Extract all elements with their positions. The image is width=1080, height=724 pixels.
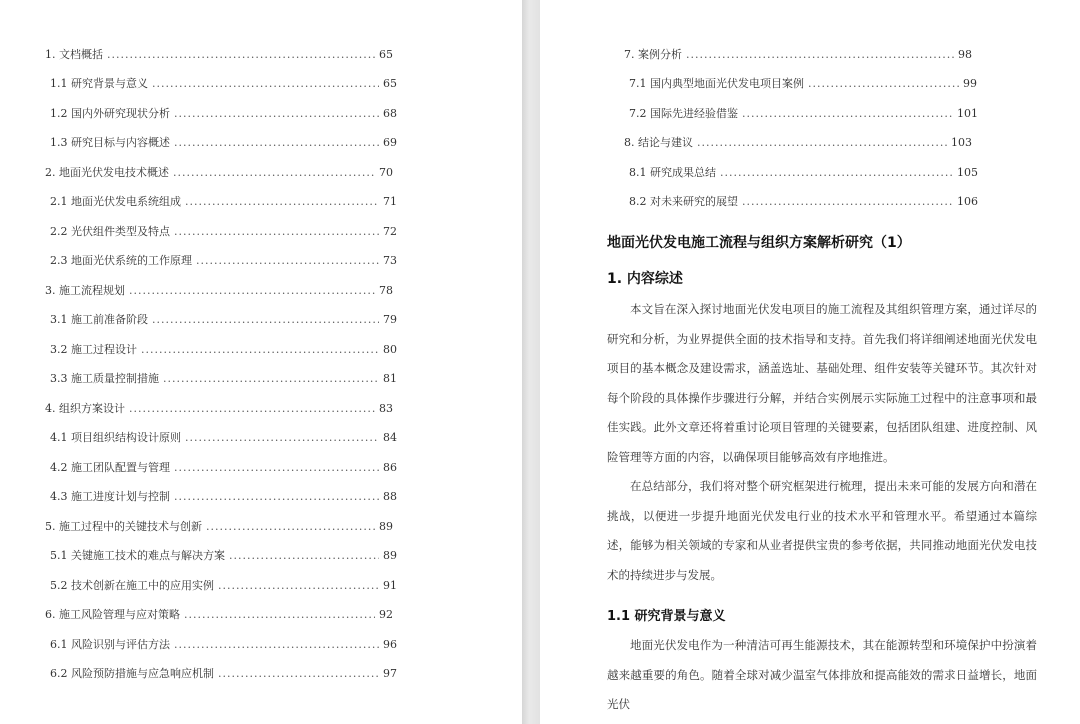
toc-entry[interactable] [50, 372, 397, 386]
toc-page-number: 69 [383, 136, 397, 149]
body-paragraph: 在总结部分，我们将对整个研究框架进行梳理，提出未来可能的发展方向和潜在挑战，以便进一步提升地面光伏发电行业的技术水平和管理水平。希望通过本篇综述，能够为相关领域的专家和从业者提供宝贵的参考依据，共同推动地面光伏发电技术的持续进步与发展。 [607, 479, 1037, 582]
toc-page-number: 101 [957, 107, 978, 120]
toc-label: 4. 组织方案设计 [45, 402, 125, 415]
toc-entry[interactable] [50, 195, 397, 209]
toc-page-number: 78 [379, 284, 393, 297]
toc-entry[interactable] [50, 579, 397, 593]
toc-entry[interactable] [629, 77, 977, 91]
toc-leader [152, 77, 379, 91]
page-gutter [522, 0, 540, 724]
toc-page-number: 79 [383, 313, 397, 326]
toc-entry[interactable] [50, 313, 397, 327]
toc-entry[interactable] [50, 136, 397, 150]
toc-label: 2.1 地面光伏发电系统组成 [50, 195, 181, 208]
toc-leader [107, 48, 375, 62]
toc-leader [174, 638, 379, 652]
toc-leader [206, 520, 375, 534]
toc-entry[interactable] [50, 343, 397, 357]
toc-label: 3.1 施工前准备阶段 [50, 313, 148, 326]
toc-label: 6.1 风险识别与评估方法 [50, 638, 170, 651]
toc-label: 5. 施工过程中的关键技术与创新 [45, 520, 202, 533]
toc-page-number: 72 [383, 225, 397, 238]
toc-entry[interactable] [629, 166, 978, 180]
toc-leader [141, 343, 379, 357]
toc-leader [163, 372, 379, 386]
toc-page-number: 80 [383, 343, 397, 356]
toc-leader [129, 402, 375, 416]
toc-page-number: 71 [383, 195, 397, 208]
toc-entry[interactable] [624, 48, 972, 62]
toc-label: 7.2 国际先进经验借鉴 [629, 107, 738, 120]
document-title: 地面光伏发电施工流程与组织方案解析研究（1） [607, 235, 911, 251]
toc-entry[interactable] [50, 461, 397, 475]
toc-label: 6.2 风险预防措施与应急响应机制 [50, 667, 214, 680]
toc-entry[interactable] [45, 166, 393, 180]
toc-leader [174, 136, 379, 150]
toc-entry[interactable] [50, 225, 397, 239]
toc-entry[interactable] [629, 195, 978, 209]
toc-label: 3.2 施工过程设计 [50, 343, 137, 356]
toc-label: 4.3 施工进度计划与控制 [50, 490, 170, 503]
toc-page-number: 89 [383, 549, 397, 562]
toc-page-number: 70 [379, 166, 393, 179]
toc-label: 5.2 技术创新在施工中的应用实例 [50, 579, 214, 592]
toc-leader [129, 284, 375, 298]
toc-leader [218, 579, 379, 593]
toc-leader [697, 136, 947, 150]
toc-leader [174, 107, 379, 121]
toc-entry[interactable] [50, 254, 397, 268]
toc-label: 1.3 研究目标与内容概述 [50, 136, 170, 149]
toc-entry[interactable] [50, 490, 397, 504]
toc-label: 8.2 对未来研究的展望 [629, 195, 738, 208]
toc-page-number: 97 [383, 667, 397, 680]
toc-leader [152, 313, 379, 327]
toc-label: 2.2 光伏组件类型及特点 [50, 225, 170, 238]
toc-label: 1.1 研究背景与意义 [50, 77, 148, 90]
toc-entry[interactable] [45, 520, 393, 534]
toc-label: 2. 地面光伏发电技术概述 [45, 166, 169, 179]
toc-entry[interactable] [50, 107, 397, 121]
toc-entry[interactable] [624, 136, 972, 150]
toc-leader [742, 195, 953, 209]
toc-leader [174, 225, 379, 239]
toc-page-number: 68 [383, 107, 397, 120]
toc-page-number: 98 [958, 48, 972, 61]
toc-page-number: 81 [383, 372, 397, 385]
toc-page-number: 92 [379, 608, 393, 621]
toc-label: 2.3 地面光伏系统的工作原理 [50, 254, 192, 267]
toc-leader [174, 461, 379, 475]
toc-entry[interactable] [50, 431, 397, 445]
toc-entry[interactable] [50, 667, 397, 681]
left-page [0, 0, 522, 724]
toc-page-number: 103 [951, 136, 972, 149]
toc-leader [686, 48, 954, 62]
toc-label: 7.1 国内典型地面光伏发电项目案例 [629, 77, 804, 90]
toc-page-number: 83 [379, 402, 393, 415]
toc-entry[interactable] [45, 48, 393, 62]
toc-page-number: 86 [383, 461, 397, 474]
toc-page-number: 105 [957, 166, 978, 179]
toc-entry[interactable] [50, 549, 397, 563]
toc-label: 8. 结论与建议 [624, 136, 693, 149]
toc-entry[interactable] [629, 107, 978, 121]
toc-label: 5.1 关键施工技术的难点与解决方案 [50, 549, 225, 562]
toc-leader [229, 549, 379, 563]
toc-entry[interactable] [50, 638, 397, 652]
subsection-heading: 1.1 研究背景与意义 [607, 609, 726, 624]
toc-leader [185, 431, 379, 445]
toc-label: 3.3 施工质量控制措施 [50, 372, 159, 385]
toc-label: 3. 施工流程规划 [45, 284, 125, 297]
toc-leader [185, 195, 379, 209]
toc-page-number: 84 [383, 431, 397, 444]
toc-label: 4.1 项目组织结构设计原则 [50, 431, 181, 444]
toc-page-number: 65 [383, 77, 397, 90]
toc-page-number: 73 [383, 254, 397, 267]
toc-label: 4.2 施工团队配置与管理 [50, 461, 170, 474]
toc-page-number: 88 [383, 490, 397, 503]
toc-label: 8.1 研究成果总结 [629, 166, 716, 179]
toc-leader [742, 107, 953, 121]
toc-label: 1.2 国内外研究现状分析 [50, 107, 170, 120]
toc-page-number: 65 [379, 48, 393, 61]
toc-leader [174, 490, 379, 504]
toc-entry[interactable] [50, 77, 397, 91]
toc-leader [173, 166, 375, 180]
right-page [540, 0, 1080, 724]
toc-page-number: 106 [957, 195, 978, 208]
toc-page-number: 96 [383, 638, 397, 651]
body-paragraph: 本文旨在深入探讨地面光伏发电项目的施工流程及其组织管理方案，通过详尽的研究和分析，为业界提供全面的技术指导和支持。首先我们将详细阐述地面光伏发电项目的基本概念及建设需求，涵盖选址、基础处理、组件安装等关键环节。其次针对每个阶段的具体操作步骤进行分解，并结合实例展示实际施工过程中的注意事项和最佳实践。此外文章还将着重讨论项目管理的关键要素，包括团队组建、进度控制、风险管理等方面的内容，以确保项目能够高效有序地推进。 [607, 302, 1037, 464]
toc-label: 1. 文档概括 [45, 48, 103, 61]
toc-page-number: 99 [963, 77, 977, 90]
toc-leader [808, 77, 959, 91]
toc-label: 6. 施工风险管理与应对策略 [45, 608, 180, 621]
toc-label: 7. 案例分析 [624, 48, 682, 61]
toc-entry[interactable] [45, 284, 393, 298]
toc-leader [196, 254, 379, 268]
toc-leader [184, 608, 375, 622]
body-paragraph: 地面光伏发电作为一种清洁可再生能源技术，其在能源转型和环境保护中扮演着越来越重要的角色。随着全球对减少温室气体排放和提高能效的需求日益增长，地面光伏 [607, 638, 1037, 711]
toc-page-number: 89 [379, 520, 393, 533]
toc-page-number: 91 [383, 579, 397, 592]
toc-entry[interactable] [45, 402, 393, 416]
toc-leader [218, 667, 379, 681]
toc-leader [720, 166, 953, 180]
toc-entry[interactable] [45, 608, 393, 622]
section-heading: 1. 内容综述 [607, 271, 683, 287]
